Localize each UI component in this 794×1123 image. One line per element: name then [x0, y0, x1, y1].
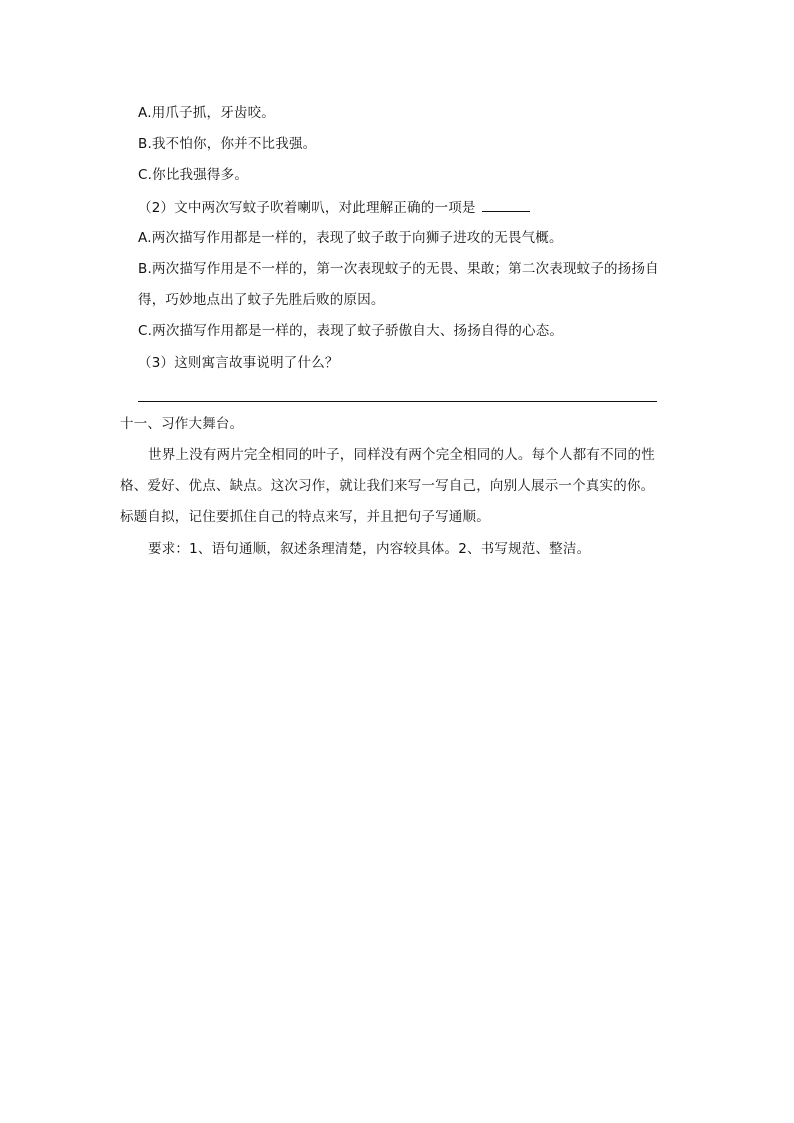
- q1-option-c: C.你比我强得多。: [138, 167, 249, 183]
- section-heading: 十一、习作大舞台。: [120, 416, 244, 432]
- q1-option-a: A.用爪子抓，牙齿咬。: [138, 105, 275, 121]
- q2-stem-row: [138, 197, 530, 218]
- q2-option-b-line1: B.两次描写作用是不一样的，第一次表现蚊子的无畏、果敢；第二次表现蚊子的扬扬自: [138, 261, 659, 277]
- q2-option-c: C.两次描写作用都是一样的，表现了蚊子骄傲自大、扬扬自得的心态。: [138, 323, 564, 339]
- prompt-paragraph-line3: 标题自拟，记住要抓住自己的特点来写，并且把句子写通顺。: [120, 509, 490, 525]
- prompt-paragraph-line1: 世界上没有两片完全相同的叶子，同样没有两个完全相同的人。每个人都有不同的性: [148, 447, 655, 463]
- answer-blank[interactable]: [482, 197, 530, 212]
- q2-stem: （2）文中两次写蚊子吹着喇叭，对此理解正确的一项是: [138, 200, 476, 216]
- q1-option-b: B.我不怕你，你并不比我强。: [138, 136, 317, 152]
- prompt-paragraph-line2: 格、爱好、优点、缺点。这次习作，就让我们来写一写自己，向别人展示一个真实的你。: [120, 478, 655, 494]
- q2-option-a: A.两次描写作用都是一样的，表现了蚊子敢于向狮子进攻的无畏气概。: [138, 230, 563, 246]
- q2-option-b-line2: 得，巧妙地点出了蚊子先胜后败的原因。: [138, 292, 385, 308]
- requirements-text: 要求：1、语句通顺，叙述条理清楚，内容较具体。2、书写规范、整洁。: [148, 541, 591, 557]
- q3-stem: （3）这则寓言故事说明了什么？: [138, 355, 339, 371]
- answer-line[interactable]: [138, 401, 657, 402]
